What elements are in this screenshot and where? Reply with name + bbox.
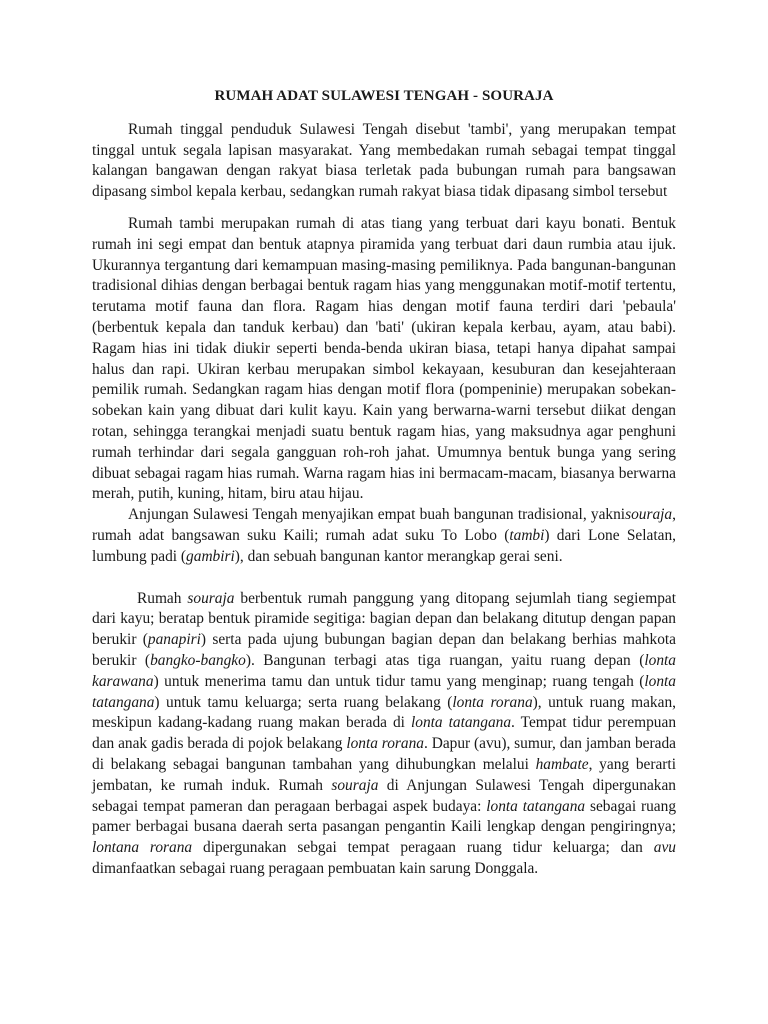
paragraph-spacer: [92, 568, 676, 589]
paragraph-4: [92, 589, 676, 880]
p4-italic-1: souraja: [187, 589, 235, 607]
p3-text-2: , rumah adat bangsawan suku Kaili; rumah adat suku To Lobo (: [92, 506, 676, 544]
p4-text-8: . Tempat tidur perempuan dan anak gadis berada di pojok belakang: [92, 714, 677, 753]
p4-text-2: berbentuk rumah panggung yang ditopang sejumlah tiang segiempat dari kayu; beratap bentuk piramide segitiga: bagian depan dan belakang ditutup dengan papan berukir (: [92, 589, 676, 649]
p4-italic-2: panapiri: [147, 631, 201, 649]
p4-text-3: ) serta pada ujung bubungan bagian depan dan belakang berhias mahkota berukir (: [92, 631, 676, 669]
p4-italic-11: lonta tatangana: [486, 797, 586, 815]
p4-text-6: ) untuk tamu keluarga; serta ruang belakang (: [154, 693, 453, 711]
p4-text-14: dimanfaatkan sebagai ruang peragaan pembuatan kain sarung Donggala.: [92, 859, 539, 877]
p3-text-1: Anjungan Sulawesi Tengah menyajikan empat buah bangunan tradisional, yakni: [128, 506, 626, 524]
p4-italic-8: lonta rorana: [346, 735, 424, 753]
p4-text-9: . Dapur (avu), sumur, dan jamban berada di belakang sebagai bangunan tambahan yang dihubungkan melalui: [92, 735, 676, 773]
p4-italic-12: lontana rorana: [92, 839, 193, 857]
paragraph-1: Rumah tinggal penduduk Sulawesi Tengah disebut 'tambi', yang merupakan tempat tinggal untuk segala lapisan masyarakat. Yang membedakan rumah sebagai tempat tinggal kalangan bangawan dengan rakyat biasa terletak pada bubungan rumah para bangsawan dipasang simbol kepala kerbau, sedangkan rumah rakyat biasa tidak dipasang simbol tersebut: [92, 120, 676, 201]
p4-italic-3: bangko-bangko: [150, 651, 246, 669]
p3-italic-2: tambi: [509, 526, 545, 544]
document-page: [92, 86, 676, 880]
p4-text-11: di Anjungan Sulawesi Tengah dipergunakan sebagai tempat pameran dan peragaan berbagai aspek budaya:: [92, 776, 676, 815]
paragraph-2: Rumah tambi merupakan rumah di atas tiang yang terbuat dari kayu bonati. Bentuk rumah ini segi empat dan bentuk atapnya piramida yang terbuat dari daun rumbia atau ijuk. Ukurannya tergantung dari kemampuan masing-masing pemiliknya. Pada bangunan-bangunan tradisional dihias dengan berbagai bentuk ragam hias yang menggunakan motif-motif tertentu, terutama motif fauna dan flora. Ragam hias dengan motif fauna terdiri dari 'pebaula' (berbentuk kepala dan tanduk kerbau) dan 'bati' (ukiran kepala kerbau, ayam, atau babi). Ragam hias ini tidak diukir seperti benda-benda ukiran biasa, tetapi hanya dipahat sampai halus dan rapi. Ukiran kerbau merupakan simbol kekayaan, kesuburan dan kesejahteraan pemilik rumah. Sedangkan ragam hias dengan motif flora (pompeninie) merupakan sobekan-sobekan kain yang dibuat dari kulit kayu. Kain yang berwarna-warni tersebut diikat dengan rotan, sehingga terangkai menjadi suatu bentuk ragam hias, yang maksudnya agar penghuni rumah terhindar dari segala gangguan roh-roh jahat. Umumnya bentuk bunga yang sering dibuat sebagai ragam hias rumah. Warna ragam hias ini bermacam-macam, biasanya berwarna merah, putih, kuning, hitam, biru atau hijau.: [92, 214, 676, 503]
p4-text-13: dipergunakan sebgai tempat peragaan ruang tidur keluarga; dan: [192, 839, 654, 857]
p4-text-12: sebagai ruang pamer berbagai busana daerah serta pasangan pengantin Kaili lengkap dengan pengiringnya;: [92, 797, 677, 836]
p4-text-7: ), untuk ruang makan, meskipun kadang-kadang ruang makan berada di: [92, 693, 676, 732]
p3-italic-1: souraja: [625, 506, 673, 524]
paragraph-spacer: [92, 203, 676, 214]
p4-italic-4: lonta karawana: [92, 651, 676, 690]
p4-text-4: ). Bangunan terbagi atas tiga ruangan, yaitu ruang depan (: [245, 651, 645, 669]
p4-text-5: ) untuk menerima tamu dan untuk tidur tamu yang menginap; ruang tengah (: [153, 672, 645, 690]
p4-italic-7: lonta tatangana: [410, 714, 512, 732]
p3-text-3: ) dari Lone Selatan, lumbung padi (: [92, 526, 676, 565]
document-title: RUMAH ADAT SULAWESI TENGAH - SOURAJA: [214, 88, 554, 104]
p3-text-4: ), dan sebuah bangunan kantor merangkap gerai seni.: [234, 547, 563, 565]
p4-italic-10: souraja: [331, 776, 379, 794]
p4-italic-5: lonta tatangana: [92, 672, 676, 711]
p3-italic-3: gambiri: [186, 547, 235, 565]
p4-italic-9: hambate: [535, 755, 589, 773]
p4-italic-13: avu: [653, 839, 676, 857]
paragraph-3: [92, 505, 676, 567]
p4-text-10: , yang berarti jembatan, ke rumah induk. Rumah: [92, 755, 676, 794]
p4-italic-6: lonta rorana: [452, 693, 533, 711]
p4-text-1: Rumah: [137, 589, 188, 607]
